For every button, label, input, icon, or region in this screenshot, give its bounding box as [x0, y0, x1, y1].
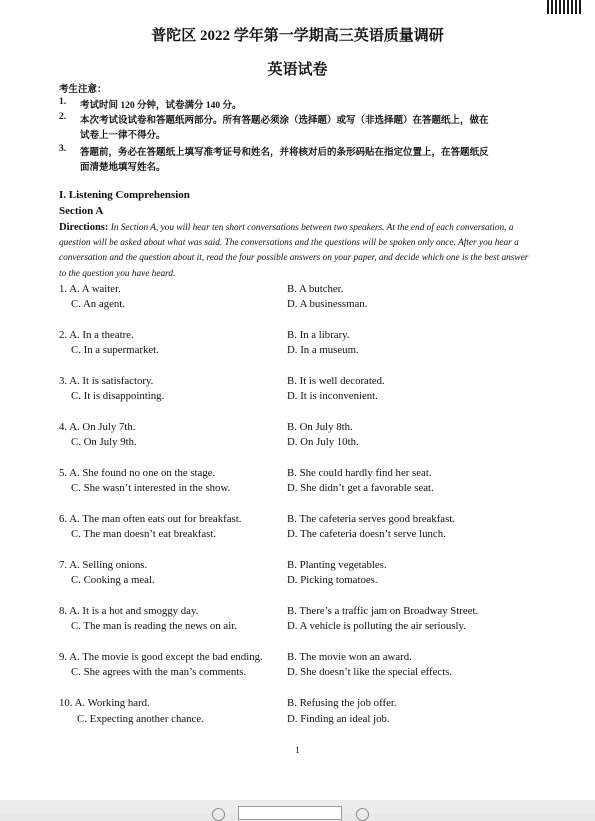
exam-subtitle: 英语试卷: [267, 62, 328, 78]
notice-num: 3.: [59, 144, 67, 154]
option-d: D. A vehicle is polluting the air seriously.: [287, 620, 466, 632]
option-b: B. The movie won an award.: [287, 651, 412, 663]
option-c: C. In a supermarket.: [71, 344, 159, 356]
directions-text: In Section A, you will hear ten short conversations between two speakers. At the end of each conversation, a question will be asked about what was said. The conversations and the questions will be spoken only once. After you hear a conversation and the question about it, read the four possible answers on your paper, and decide which one is the best answer to the question you have heard.: [59, 223, 529, 279]
option-a: 5. A. She found no one on the stage.: [59, 467, 216, 479]
directions: [59, 220, 537, 282]
notice-num: 1.: [59, 97, 67, 107]
option-c: C. She wasn’t interested in the show.: [71, 482, 231, 494]
option-b: B. A butcher.: [287, 283, 344, 295]
option-a: 4. A. On July 7th.: [59, 421, 136, 433]
option-a: 3. A. It is satisfactory.: [59, 375, 154, 387]
option-d: D. Picking tomatoes.: [287, 574, 378, 586]
option-a: 7. A. Selling onions.: [59, 559, 148, 571]
part-heading: I. Listening Comprehension: [59, 189, 190, 201]
page-input[interactable]: [238, 806, 342, 820]
notice-text: 面清楚地填写姓名。: [80, 163, 166, 173]
notice-text: 考试时间 120 分钟，试卷满分 140 分。: [80, 101, 242, 111]
option-a: 8. A. It is a hot and smoggy day.: [59, 605, 199, 617]
option-b: B. There’s a traffic jam on Broadway Street.: [287, 605, 479, 617]
option-c: C. The man is reading the news on air.: [71, 620, 237, 632]
option-b: B. She could hardly find her seat.: [287, 467, 432, 479]
option-d: D. She didn’t get a favorable seat.: [287, 482, 434, 494]
option-a: 2. A. In a theatre.: [59, 329, 134, 341]
option-b: B. Refusing the job offer.: [287, 697, 397, 709]
qr-code: [547, 0, 583, 14]
notice-num: 2.: [59, 112, 67, 122]
option-b: B. It is well decorated.: [287, 375, 385, 387]
option-a: 6. A. The man often eats out for breakfast.: [59, 513, 242, 525]
option-c: C. Expecting another chance.: [77, 713, 204, 725]
page-number: 1: [295, 745, 300, 755]
option-d: D. It is inconvenient.: [287, 390, 378, 402]
option-c: C. The man doesn’t eat breakfast.: [71, 528, 217, 540]
notice-text: 试卷上一律不得分。: [80, 131, 166, 141]
option-c: C. Cooking a meal.: [71, 574, 155, 586]
option-a: 9. A. The movie is good except the bad ending.: [59, 651, 263, 663]
option-b: B. In a library.: [287, 329, 350, 341]
option-b: B. The cafeteria serves good breakfast.: [287, 513, 455, 525]
option-c: C. It is disappointing.: [71, 390, 165, 402]
option-d: D. In a museum.: [287, 344, 359, 356]
option-c: C. An agent.: [71, 298, 125, 310]
option-b: B. On July 8th.: [287, 421, 353, 433]
option-a: 10. A. Working hard.: [59, 697, 150, 709]
directions-label: Directions:: [59, 222, 109, 233]
option-c: C. On July 9th.: [71, 436, 137, 448]
option-a: 1. A. A waiter.: [59, 283, 121, 295]
option-b: B. Planting vegetables.: [287, 559, 387, 571]
notice-heading: 考生注意：: [59, 85, 107, 95]
notice-text: 本次考试设试卷和答题纸两部分。所有答题必须涂（选择题）或写（非选择题）在答题纸上，做在: [80, 116, 489, 126]
option-d: D. Finding an ideal job.: [287, 713, 390, 725]
option-c: C. She agrees with the man’s comments.: [71, 666, 247, 678]
exam-title: 普陀区 2022 学年第一学期高三英语质量调研: [151, 28, 444, 44]
option-d: D. The cafeteria doesn’t serve lunch.: [287, 528, 446, 540]
next-page-icon[interactable]: [356, 808, 369, 821]
option-d: D. On July 10th.: [287, 436, 359, 448]
notice-text: 答题前，务必在答题纸上填写准考证号和姓名，并将核对后的条形码贴在指定位置上，在答题纸反: [80, 148, 489, 158]
option-d: D. She doesn’t like the special effects.: [287, 666, 453, 678]
prev-page-icon[interactable]: [212, 808, 225, 821]
option-d: D. A businessman.: [287, 298, 368, 310]
section-heading: Section A: [59, 205, 104, 217]
